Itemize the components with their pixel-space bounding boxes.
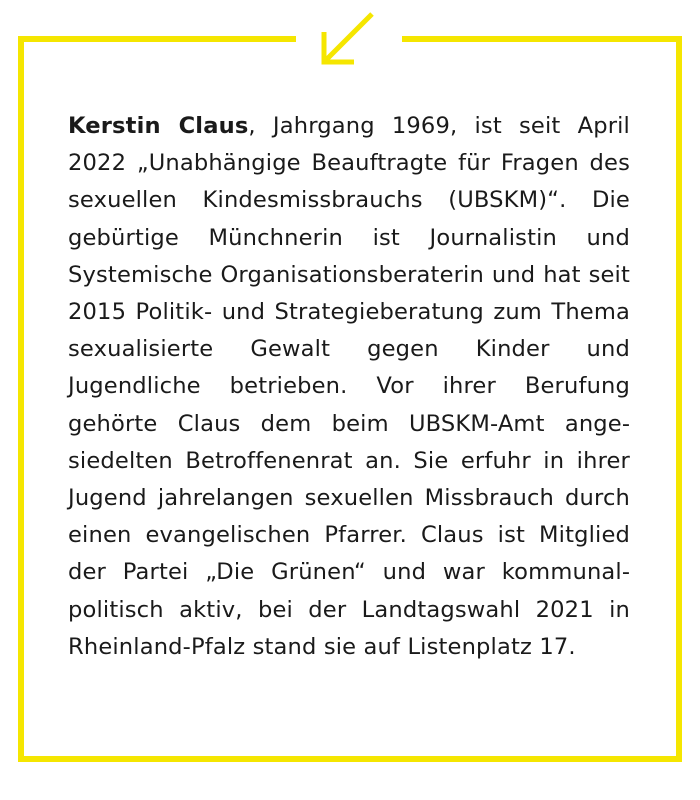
biography-paragraph [68,108,630,666]
biography-text: , Jahrgang 1969, ist seit April 2022 „Unabhängige Beauftragte für Fragen des sexuellen Kindesmissbrauchs (UBSKM)“. Die gebürtige Münchnerin ist Journalistin und Systemische Organisationsberaterin und hat seit 2015 Politik- und Strategieberatung zum Thema sexualisierte Gewalt gegen Kinder und Jugendliche betrieben. Vor ihrer Berufung gehörte Claus dem beim UBSKM-Amt angesiedelten Betroffenenrat an. Sie erfuhr in ihrer Jugend jahrelangen sexuellen Missbrauch durch einen evangelischen Pfarrer. Claus ist Mitglied der Partei „Die Grünen“ und war kommunalpolitisch aktiv, bei der Landtagswahl 2021 in Rheinland-Pfalz stand sie auf Listenplatz 17. [68,113,630,660]
arrow-down-left-icon [314,8,378,72]
person-name: Kerstin Claus [68,113,249,139]
